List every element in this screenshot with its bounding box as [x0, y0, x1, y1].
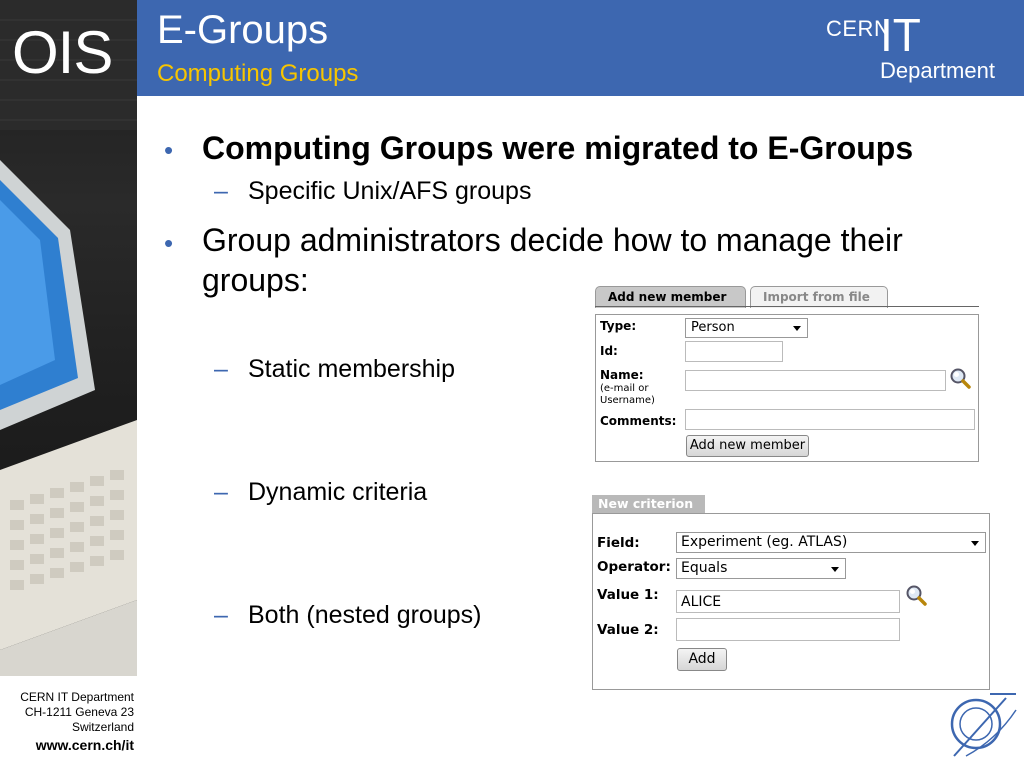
add-new-member-button[interactable]: Add new member — [686, 435, 809, 457]
computer-photo — [0, 0, 137, 676]
cern-it-logo — [816, 10, 1016, 86]
sub-bullet-2 — [214, 355, 455, 384]
sidebar-photo — [0, 0, 137, 676]
sub-bullet-1 — [214, 177, 531, 206]
sub-bullet-4 — [214, 601, 481, 630]
operator-label: Operator: — [597, 559, 671, 575]
dash-icon: – — [214, 355, 228, 383]
logo-department: Department — [880, 58, 995, 83]
member-form-box — [595, 314, 979, 462]
bullet-2-text: Group administrators decide how to manage their groups: — [202, 222, 903, 298]
operator-select[interactable] — [676, 558, 846, 579]
dash-icon: – — [214, 177, 228, 205]
search-icon[interactable] — [949, 367, 971, 389]
footer-line-2: CH-1211 Geneva 23 — [24, 705, 134, 719]
chevron-down-icon — [971, 541, 979, 546]
chevron-down-icon — [831, 567, 839, 572]
comments-label: Comments: — [600, 414, 677, 428]
value2-label: Value 2: — [597, 622, 659, 638]
value1-label: Value 1: — [597, 587, 659, 603]
footer-line-3: Switzerland — [71, 720, 134, 734]
dash-icon: – — [214, 478, 228, 506]
bullet-icon: • — [164, 227, 174, 258]
footer-line-1: CERN IT Department — [20, 690, 134, 704]
field-select-value: Experiment (eg. ATLAS) — [681, 534, 848, 550]
footer-url[interactable]: www.cern.ch/it — [35, 737, 134, 753]
operator-select-value: Equals — [681, 560, 728, 576]
add-member-form — [595, 285, 979, 462]
cern-logo-icon — [946, 690, 1018, 762]
bullet-1 — [164, 130, 913, 167]
type-select[interactable] — [685, 318, 808, 338]
type-select-value: Person — [691, 320, 735, 335]
name-hint-line1: (e-mail or — [600, 383, 649, 394]
field-select[interactable] — [676, 532, 986, 553]
search-icon[interactable] — [905, 584, 927, 606]
tab-divider — [595, 306, 979, 307]
name-label: Name: — [600, 368, 644, 382]
tab-import-from-file[interactable]: Import from file — [750, 286, 888, 308]
page-subtitle: Computing Groups — [157, 60, 359, 87]
logo-cern: CERN — [826, 16, 891, 41]
criterion-form-box — [592, 513, 990, 690]
header-bar — [137, 0, 1024, 96]
logo-it: IT — [880, 9, 921, 61]
sub-bullet-3-text: Dynamic criteria — [248, 478, 428, 506]
new-criterion-form — [592, 495, 992, 691]
add-criterion-button[interactable]: Add — [677, 648, 727, 671]
name-hint-line2: Username) — [600, 395, 655, 406]
sub-bullet-1-text: Specific Unix/AFS groups — [248, 177, 532, 205]
sub-bullet-4-text: Both (nested groups) — [248, 601, 482, 629]
field-label: Field: — [597, 535, 640, 551]
id-input[interactable] — [685, 341, 783, 362]
dash-icon: – — [214, 601, 228, 629]
bullet-icon: • — [164, 135, 174, 166]
value2-input[interactable] — [676, 618, 900, 641]
comments-input[interactable] — [685, 409, 975, 430]
bullet-1-text: Computing Groups were migrated to E-Groups — [202, 130, 914, 166]
sidebar-label: OIS — [12, 19, 113, 86]
sub-bullet-2-text: Static membership — [248, 355, 456, 383]
page-title: E-Groups — [157, 8, 329, 52]
tab-add-new-member[interactable]: Add new member — [595, 286, 746, 308]
type-label: Type: — [600, 319, 637, 333]
value1-input[interactable]: ALICE — [676, 590, 900, 613]
name-input[interactable] — [685, 370, 946, 391]
tab-new-criterion[interactable]: New criterion — [592, 495, 705, 513]
sub-bullet-3 — [214, 478, 427, 507]
footer-address — [0, 676, 137, 768]
chevron-down-icon — [793, 326, 801, 331]
id-label: Id: — [600, 344, 618, 358]
